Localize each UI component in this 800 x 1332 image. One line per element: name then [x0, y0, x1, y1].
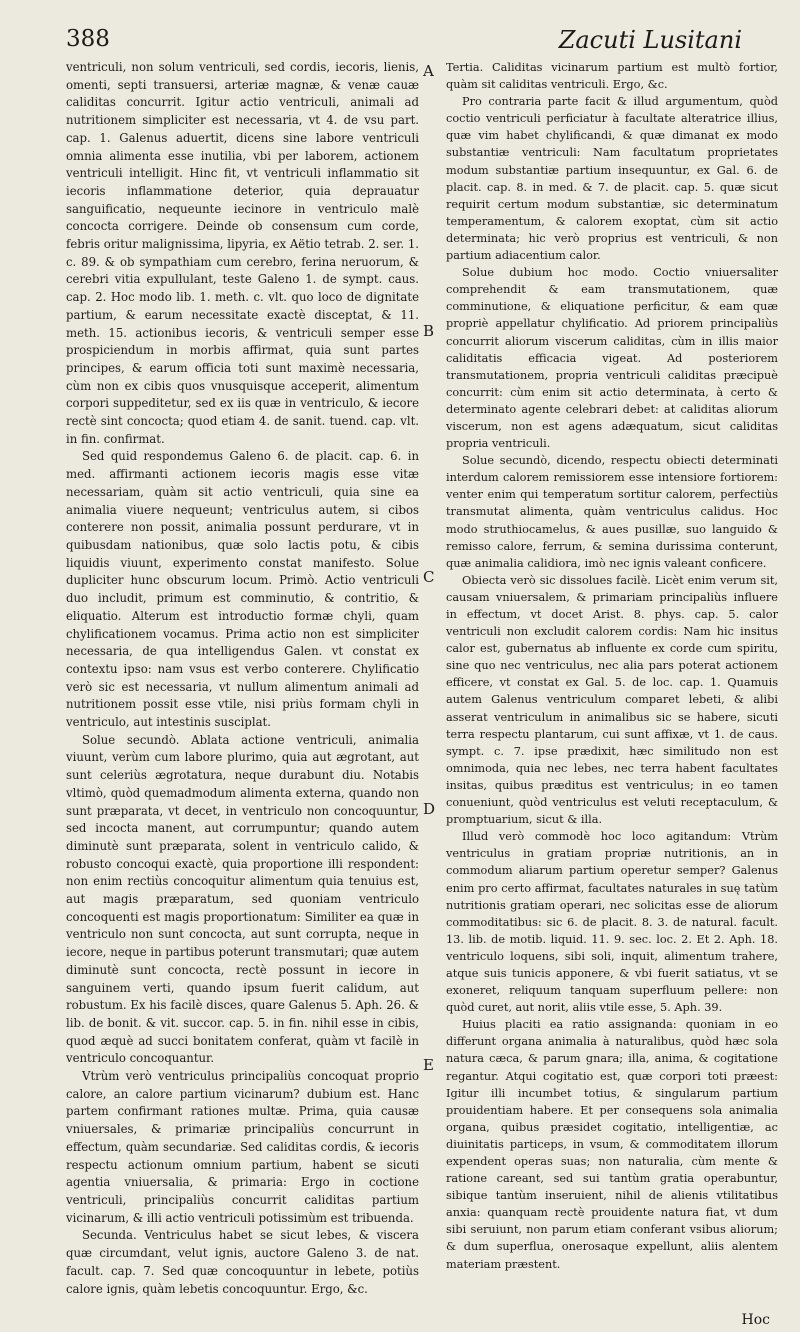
left-column: [66, 59, 419, 1298]
paragraph: Illud verò commodè hoc loco agitandum: Vtrùm ventriculus in gratiam propriæ nutritionis, an in commodum aliarum partium operetur semper? Galenus enim pro certo affirmat, facultates naturales in suę tatùm nutritionis gratiam operari, nec solicitas esse de aliorum commoditatibus: sic 6. de placit. 8. 3. de natural. facult. 13. lib. de motib. liquid. 11. 9. sec. loc. 2. Et 2. Aph. 18. ventriculo loquens, sibi soli, inquit, alimentum trahere, atque suis tunicis apponere, & vbi fuerit satiatus, vt se exoneret, reliquum tanquam superfluum pellere: non quòd curet, aut norit, aliis vtile esse, 5. Aph. 39.: [446, 830, 778, 1015]
margin-letter: D: [423, 800, 436, 818]
paragraph: Solue secundò, dicendo, respectu obiecti determinati interdum calorem remissiorem esse intensiore fortiorem: venter enim qui temperatum sortitur calorem, perfectiùs transmutat alimenta, quàm ventriculus calidus. Hoc modo struthiocamelus, & aues pusillæ, suo languido & remisso calore, ferrum, & semina durissima conterunt, quæ animalia calidiora, imò nec ignis valeant conficere.: [446, 454, 778, 570]
paragraph: Secunda. Ventriculus habet se sicut lebes, & viscera quæ circumdant, velut ignis, auctore Galeno 3. de nat. facult. cap. 7. Sed quæ concoquuntur in lebete, potiùs calore ignis, quàm lebetis concoquuntur. Ergo, &c.: [66, 1228, 419, 1296]
paragraph: Solue dubium hoc modo. Coctio vniuersaliter comprehendit & eam transmutationem, quæ comminutione, & eliquatione perficitur, & eam quæ propriè appellatur chylificatio. Ad priorem principaliùs concurrit aliorum viscerum caliditas, cùm in illis maior caliditatis efficacia vigeat. Ad posteriorem transmutationem, propria ventriculi caliditas præcipuè concurrit: cùm enim sit actio determinata, à certo & determinato agente celebrari debet: at caliditas aliorum viscerum, non est agens adæquatum, sicut caliditas propria ventriculi.: [446, 266, 778, 451]
paragraph: Vtrùm verò ventriculus principaliùs concoquat proprio calore, an calore partium vicinarum? dubium est. Hanc partem confirmant rationes multæ. Prima, quia causæ vniuersales, & primariæ principaliùs concurrunt in effectum, quàm secundariæ. Sed caliditas cordis, & iecoris respectu actionum omnium partium, habent se sicuti agentia vniuersalia, & primaria: Ergo in coctione ventriculi, principaliùs concurrit caliditas partium vicinarum, & illi actio ventriculi potissimùm est tribuenda.: [66, 1069, 419, 1225]
paragraph: Huius placiti ea ratio assignanda: quoniam in eo differunt organa animalia à naturalibus, quòd hæc sola natura cæca, & parum gnara; illa, anima, & cogitatione regantur. Atqui cogitatio est, quæ corpori toti præest: Igitur illi incumbet totius, & singularum partium prouidentiam habere. Et per consequens sola animalia organa, quibus præsidet cogitatio, intelligentiæ, ac diuinitatis particeps, in vsum, & commoditatem illorum expendent operas suas; non naturalia, cùm mente & ratione careant, sed sui tantùm gratia operabuntur, sibique tantùm inseruient, nihil de alienis vtilitatibus anxia: quanquam rectè prouidente natura fiat, vt dum sibi seruiunt, non parum etiam conferant vsibus aliorum; & dum superflua, onerosaque expellunt, aliis alentem materiam præstent.: [446, 1018, 778, 1271]
page-header: [66, 24, 770, 60]
paragraph: Pro contraria parte facit & illud argumentum, quòd coctio ventriculi perficiatur à facultate alteratrice illius, quæ vim habet chylificandi, & quæ dimanat ex modo substantiæ ventriculi: Nam facultatum proprietates modum substantiæ partium insequuntur, ex Gal. 6. de placit. cap. 8. in med. & 7. de placit. cap. 5. quæ sicut requirit certum modum substantiæ, sic determinatum temperamentum, & calorem exoptat, cùm sit actio determinata; hic verò proprius est ventriculi, & non partium adiacentium calor.: [446, 95, 778, 263]
paragraph: Obiecta verò sic dissolues facilè. Licèt enim verum sit, causam vniuersalem, & primariam principaliùs influere in effectum, vt docet Arist. 8. phys. cap. 5. calor ventriculi non excludit calorem cordis: Nam hic insitus calor est, gubernatus ab influente ex corde cum spiritu, sine quo nec ventriculus, nec alia pars poterat actionem efficere, vt constat ex Gal. 5. de loc. cap. 1. Quamuis autem Galenus ventriculum comparet lebeti, & alibi asserat ventriculum in animalibus sic se habere, sicuti terra respectu plantarum, cui sunt affixæ, vt 1. de caus. sympt. c. 7. ipse prædixit, hæc similitudo non est omnimoda, quia nec lebes, nec terra habent facultates insitas, quibus præditus est ventriculus; in eo tamen conueniunt, quòd ventriculus est veluti receptaculum, & promptuarium, sicut & illa.: [446, 573, 778, 827]
running-head: Zacuti Lusitani: [558, 26, 742, 54]
margin-letter: C: [423, 568, 435, 586]
paragraph: ventriculi, non solum ventriculi, sed cordis, iecoris, lienis, omenti, septi transuersi, arteriæ magnæ, & venæ cauæ caliditas concurrit. Igitur actio ventriculi, animali ad nutritionem simpliciter est necessaria, vt 4. de vsu part. cap. 1. Galenus aduertit, dicens sine labore ventriculi omnia alimenta esse inutilia, vbi per laborem, actionem ventriculi intelligit. Hinc fit, vt ventriculi inflammatio sit iecoris inflammatione deterior, quia deprauatur sanguificatio, nequeunte iecinore in ventriculo malè concocta corrigere. Deinde ob consensum cum corde, febris oritur malignissima, lipyria, ex Aëtio tetrab. 2. ser. 1. c. 89. & ob sympathiam cum cerebro, ferina neruorum, & cerebri vitia expullulant, teste Galeno 1. de sympt. caus. cap. 2. Hoc modo lib. 1. meth. c. vlt. quo loco de dignitate partium, & earum necessitate exactè disceptat, & 11. meth. 15. actionibus iecoris, & ventriculi semper esse prospiciendum in morbis affirmat, quia sunt partes principes, & earum officia toti sunt maximè necessaria, cùm non ex cibis quos vnusquisque acceperit, alimentum corpori suppeditetur, sed ex iis quæ in ventriculo, & iecore rectè sint concocta; quod etiam 4. de sanit. tuend. cap. vlt. in fin. confirmat.: [66, 60, 419, 446]
paragraph: Solue secundò. Ablata actione ventriculi, animalia viuunt, verùm cum labore plurimo, quia aut ægrotant, aut sunt celeriùs ægrotatura, neque durabunt diu. Notabis vltimò, quòd quemadmodum alimenta externa, quando non sunt præparata, vt decet, in ventriculo non concoquuntur, sed incocta manent, aut corrumpuntur; quando autem diminutè sunt præparata, solent in ventriculo calido, & robusto concoqui exactè, quia proportione illi respondent: non enim rectiùs concoquitur alimentum quia tenuius est, aut magis præparatum, sed quoniam ventriculo concoquenti est magis proportionatum: Similiter ea quæ in ventriculo non sunt concocta, aut sunt corrupta, neque in iecore, neque in partibus poterunt transmutari; quæ autem diminutè sunt concocta, rectè possunt in iecore in sanguinem verti, quando ipsum fuerit calidum, aut robustum. Ex his facilè disces, quare Galenus 5. Aph. 26. & lib. de bonit. & vit. succor. cap. 5. in fin. nihil esse in cibis, quod æquè ad succi bonitatem conferat, quàm vt facilè in ventriculo concoquantur.: [66, 732, 419, 1066]
margin-letter: B: [423, 322, 435, 340]
margin-letter: E: [423, 1056, 434, 1074]
catchword: Hoc: [741, 1312, 770, 1328]
margin-letter: A: [423, 62, 434, 80]
paragraph: Tertia. Caliditas vicinarum partium est multò fortior, quàm sit caliditas ventriculi. Ergo, &c.: [446, 61, 778, 92]
right-column: [446, 59, 778, 1273]
page-number: 388: [66, 26, 110, 52]
paragraph: Sed quid respondemus Galeno 6. de placit. cap. 6. in med. affirmanti actionem iecoris magis esse vitæ necessariam, quàm sit actio ventriculi, quia sine ea animalia viuere nequeunt; ventriculus autem, si cibos conterere non possit, animalia possunt perdurare, vt in quibusdam nationibus, quæ solo lactis potu, & cibis liquidis viuunt, experimento constat manifesto. Solue dupliciter hunc obscurum locum. Primò. Actio ventriculi duo includit, primum est comminutio, & contritio, & eliquatio. Alterum est introductio formæ chyli, quam chylificationem vocamus. Prima actio non est simpliciter necessaria, de qua intelligendus Galen. vt constat ex contextu ipso: nam vsus est verbo conterere. Chylificatio verò sic est necessaria, vt nullum alimentum animali ad nutritionem possit esse vtile, nisi priùs formam chyli in ventriculo, aut intestinis susciplat.: [66, 449, 419, 730]
